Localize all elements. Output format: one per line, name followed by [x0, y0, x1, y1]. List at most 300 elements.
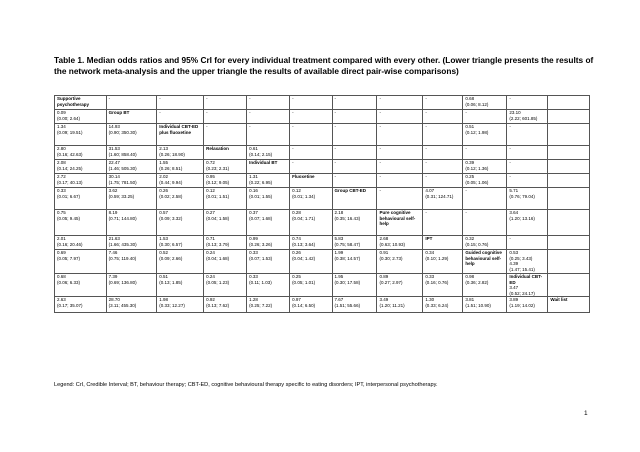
cell-value: 3.81: [465, 297, 475, 303]
cell-value: 0.52: [159, 250, 169, 255]
table-cell: [247, 210, 290, 236]
cell-content: [249, 96, 287, 102]
table-cell: [157, 297, 204, 313]
cell-value: 2.72: [57, 174, 66, 179]
cell-value: -: [465, 110, 467, 115]
cell-value: (0.15; 0.76): [465, 241, 489, 247]
cell-content: [159, 110, 201, 116]
table-cell: [507, 160, 548, 174]
table-legend: Legend: CrI, Credible Interval; BT, behaviour therapy; CBT-ED, cognitive behavioural therapy specific to eating disorders; IPT, interpersonal psychotherapy.: [54, 382, 438, 388]
cell-value: 1.95: [334, 274, 344, 279]
cell-content: [335, 174, 375, 180]
cell-content: [465, 174, 504, 185]
table-cell: [204, 96, 247, 110]
cell-value: (0.25; 3.43): [509, 255, 533, 261]
cell-content: [509, 174, 545, 180]
table-cell: [204, 160, 247, 174]
cell-value: 0.97: [292, 297, 301, 303]
table-cell: [423, 250, 463, 274]
cell-value: 0.33: [57, 188, 66, 193]
cell-value: (0.33; 12.27): [159, 302, 185, 308]
table-cell: [332, 96, 377, 110]
cell-value: (0.90; 350.30): [108, 129, 137, 135]
cell-value: (0.27; 2.97): [379, 279, 403, 285]
cell-content: [379, 210, 420, 227]
cell-value: (0.02; 2.58): [159, 193, 183, 199]
cell-content: [249, 274, 287, 285]
cell-value: 1.55: [159, 160, 169, 165]
cell-content: [425, 160, 460, 166]
cell-content: [292, 297, 329, 308]
table-row: [55, 146, 590, 160]
table-row: [55, 274, 590, 297]
cell-value: 1.28: [249, 297, 258, 303]
table-cell: [106, 174, 157, 188]
cell-value: (0.06; 8.12): [465, 101, 489, 107]
cell-content: [57, 96, 104, 107]
cell-value: (0.25; 7.22): [249, 302, 273, 308]
cell-value: (0.01; 1.55): [249, 193, 273, 199]
cell-value: (0.12; 1.98): [465, 129, 489, 135]
table-cell: [247, 297, 290, 313]
cell-value: (0.04; 1.71): [292, 215, 316, 221]
cell-value: -: [509, 160, 511, 165]
table-row: [55, 110, 590, 124]
cell-value: 0.71: [206, 236, 215, 241]
cell-value: (0.01; 6.67): [57, 193, 81, 199]
cell-content: [425, 124, 460, 130]
table-cell: [507, 174, 548, 188]
table-cell: [377, 110, 423, 124]
cell-value: (0.12; 9.05): [206, 179, 230, 185]
cell-value: -: [334, 96, 337, 101]
table-cell: [332, 274, 377, 297]
table-cell: [55, 250, 107, 274]
cell-content: [379, 236, 420, 247]
cell-value: (0.13; 3.64): [292, 241, 316, 247]
cell-value: (0.75; 58.47): [334, 241, 361, 247]
table-cell-empty: [548, 160, 590, 174]
cell-value: (0.22; 6.95): [249, 179, 273, 185]
cell-value: 2.13: [159, 146, 169, 151]
cell-value: (0.01; 1.51): [206, 193, 230, 199]
table-cell: [507, 146, 548, 160]
treatment-name: Individual CBT-ED plus fluoxetine: [159, 124, 199, 135]
cell-value: (1.51; 10.90): [465, 302, 491, 308]
table-cell: [55, 297, 107, 313]
cell-value: 0.61: [249, 146, 258, 151]
cell-value: -: [206, 124, 208, 129]
table-cell: [290, 146, 332, 160]
table-cell: [507, 250, 548, 274]
cell-value: (0.38; 14.57): [334, 255, 361, 261]
table-cell: [423, 274, 463, 297]
cell-value: 0.92: [206, 297, 215, 303]
table-cell: [106, 236, 157, 250]
cell-value: 1.30: [425, 297, 435, 303]
cell-value: 0.12: [206, 188, 215, 193]
cell-value: 0.68: [57, 274, 66, 279]
cell-content: [206, 188, 244, 199]
cell-value: 0.57: [159, 210, 169, 215]
cell-value: -: [509, 146, 511, 151]
cell-value: 0.51: [159, 274, 169, 279]
cell-value: 2.18: [334, 210, 344, 215]
cell-content: [292, 160, 329, 166]
treatment-name: Guided cognitive behavioural self-help: [465, 250, 502, 267]
cell-content: [249, 250, 287, 261]
table-cell: [332, 110, 377, 124]
table-cell: [463, 174, 507, 188]
cell-content: [292, 110, 329, 116]
cell-value: 0.74: [292, 236, 301, 241]
treatment-name: Individual BT: [249, 160, 278, 165]
cell-value: (0.06; 6.33): [57, 279, 81, 285]
cell-value: -: [425, 160, 427, 165]
cell-content: [159, 96, 201, 102]
table-cell: [463, 110, 507, 124]
treatment-name-cell: [332, 188, 377, 210]
table-cell: [106, 188, 157, 210]
cell-value: 23.10: [509, 110, 521, 115]
cell-content: [379, 96, 420, 102]
cell-content: [379, 110, 420, 116]
treatment-name: Relaxation: [206, 146, 229, 151]
cell-content: [206, 236, 244, 247]
table-cell: [55, 174, 107, 188]
table-cell: [247, 274, 290, 297]
table-cell: [423, 124, 463, 146]
cell-value: -: [425, 210, 427, 215]
cell-content: [159, 250, 201, 261]
cell-value: (0.30; 17.58): [334, 279, 361, 285]
cell-content: [159, 236, 201, 247]
table-cell: [157, 210, 204, 236]
cell-value: 2.01: [57, 236, 66, 241]
cell-content: [465, 210, 504, 216]
cell-value: -: [206, 110, 208, 115]
table-row: [55, 188, 590, 210]
cell-value: (0.30; 2.73): [379, 255, 403, 261]
cell-value: (1.51; 55.66): [334, 302, 361, 308]
table-cell: [55, 188, 107, 210]
cell-content: [57, 250, 104, 261]
cell-content: [465, 124, 504, 135]
treatment-name-cell: [204, 146, 247, 160]
table-cell-empty: [548, 210, 590, 236]
cell-value: -: [292, 146, 294, 151]
cell-value: 1.99: [334, 250, 344, 255]
cell-value: (0.33; 6.24): [425, 302, 449, 308]
table-row: [55, 297, 590, 313]
cell-content: [206, 274, 244, 285]
cell-content: [109, 210, 155, 221]
cell-value: 0.99: [249, 236, 258, 241]
cell-value: -: [465, 210, 467, 215]
cell-value: (0.07; 1.53): [249, 255, 273, 261]
cell-content: [509, 160, 545, 166]
cell-value: -: [465, 146, 467, 151]
cell-value: 0.89: [379, 274, 389, 279]
table-cell: [332, 124, 377, 146]
table-cell: [377, 160, 423, 174]
cell-value: 3.49: [379, 297, 389, 303]
cell-value: 0.98: [465, 274, 475, 279]
table-cell: [290, 160, 332, 174]
cell-content: [109, 236, 155, 247]
cell-content: [425, 236, 460, 242]
cell-value: 3.64: [509, 210, 519, 215]
cell-value: 0.12: [292, 188, 301, 193]
cell-value: -: [159, 96, 161, 101]
table-cell: [507, 124, 548, 146]
table-cell: [377, 146, 423, 160]
table-cell: [247, 236, 290, 250]
cell-value: (0.04; 1.58): [206, 215, 230, 221]
cell-content: [465, 146, 504, 152]
cell-value: 0.95: [206, 174, 215, 179]
table-cell-empty: [548, 174, 590, 188]
cell-value: (0.10; 1.29): [425, 255, 449, 261]
cell-content: [509, 250, 545, 272]
table-cell: [247, 110, 290, 124]
cell-content: [379, 274, 420, 285]
table-cell: [507, 188, 548, 210]
cell-value: 0.75: [57, 210, 66, 215]
table-row: [55, 236, 590, 250]
table-cell: [423, 96, 463, 110]
cell-value: (0.12; 1.36): [465, 165, 489, 171]
table-cell: [247, 124, 290, 146]
cell-content: [335, 110, 375, 116]
table-cell-empty: [548, 274, 590, 297]
table-cell: [55, 210, 107, 236]
cell-value: (0.07; 1.68): [249, 215, 273, 221]
cell-content: [57, 274, 104, 285]
cell-value: 0.25: [292, 274, 301, 279]
cell-value: 0.27: [206, 210, 215, 215]
cell-content: [109, 110, 155, 116]
table-cell: [463, 124, 507, 146]
cell-content: [379, 174, 420, 180]
cell-content: [249, 146, 287, 157]
cell-value: -: [249, 110, 251, 115]
table-cell: [204, 250, 247, 274]
treatment-name: Pure cognitive behavioural self-help: [379, 210, 416, 227]
cell-content: [379, 250, 420, 261]
cell-content: [425, 146, 460, 152]
cell-value: (0.05; 9.45): [57, 215, 81, 221]
table-cell: [157, 188, 204, 210]
cell-value: (0.52; 24.17): [509, 290, 535, 296]
table-cell: [290, 297, 332, 313]
cell-value: (0.75; 119.40): [108, 255, 137, 261]
table-cell: [423, 297, 463, 313]
cell-content: [292, 96, 329, 102]
cell-value: 0.26: [292, 250, 301, 255]
cell-value: 7.67: [334, 297, 344, 303]
table-cell: [332, 146, 377, 160]
cell-content: [292, 146, 329, 152]
cell-content: [109, 96, 155, 102]
table-cell: [423, 160, 463, 174]
cell-value: 0.91: [379, 250, 389, 255]
table-cell: [55, 110, 107, 124]
cell-value: -: [509, 236, 511, 241]
table-cell: [204, 297, 247, 313]
cell-value: (0.26; 8.51): [159, 165, 183, 171]
cell-content: [335, 297, 375, 308]
table-cell: [377, 188, 423, 210]
cell-content: [465, 274, 504, 285]
table-cell: [377, 96, 423, 110]
treatment-name-cell: [377, 210, 423, 236]
cell-value: (1.75; 781.50): [108, 179, 137, 185]
cell-value: -: [509, 174, 511, 179]
cell-value: 5.71: [509, 188, 519, 193]
cell-content: [379, 188, 420, 194]
table-cell-empty: [548, 96, 590, 110]
cell-value: (1.20; 13.16): [509, 215, 535, 221]
table-cell: [463, 236, 507, 250]
cell-value: (0.16; 20.46): [57, 241, 83, 247]
table-cell: [463, 188, 507, 210]
cell-value: 1.53: [159, 236, 169, 241]
table-title: Table 1. Median odds ratios and 95% CrI for every individual treatment compared with every other. (Lower triangle presents the results of the network meta-analysis and the upper triangle the results of available direct pair-wise comparisons): [54, 55, 594, 76]
cell-value: (0.13; 7.62): [206, 302, 230, 308]
cell-content: [509, 110, 545, 121]
table-cell: [377, 236, 423, 250]
cell-value: 0.33: [249, 250, 258, 255]
cell-value: 0.37: [249, 210, 258, 215]
cell-content: [57, 174, 104, 185]
cell-content: [509, 210, 545, 221]
cell-content: [249, 110, 287, 116]
cell-value: (0.05; 1.01): [292, 279, 316, 285]
table-cell: [290, 236, 332, 250]
cell-value: -: [292, 124, 294, 129]
cell-content: [57, 210, 104, 221]
cell-content: [379, 146, 420, 152]
table-cell: [55, 146, 107, 160]
cell-value: 8.19: [108, 210, 118, 215]
cell-content: [292, 174, 329, 180]
table-cell: [332, 174, 377, 188]
cell-value: -: [334, 174, 337, 179]
cell-value: (0.35; 16.43): [334, 215, 361, 221]
cell-value: (1.46; 505.30): [108, 165, 137, 171]
table-cell: [423, 188, 463, 210]
cell-content: [292, 124, 329, 130]
table-cell: [106, 146, 157, 160]
table-cell: [377, 174, 423, 188]
cell-value: (1.60; 858.40): [108, 151, 137, 157]
cell-value: -: [509, 96, 511, 101]
cell-content: [159, 210, 201, 221]
cell-value: 2.80: [57, 146, 66, 151]
cell-content: [206, 160, 244, 171]
cell-content: [379, 297, 420, 308]
table-cell: [290, 274, 332, 297]
cell-content: [335, 274, 375, 285]
cell-content: [425, 174, 460, 180]
table-cell: [290, 124, 332, 146]
cell-value: -: [334, 160, 337, 165]
cell-content: [509, 96, 545, 102]
cell-value: (2.22; 601.85): [509, 115, 538, 121]
cell-value: 31.53: [108, 146, 120, 151]
table-cell: [247, 174, 290, 188]
cell-value: 1.98: [159, 297, 169, 303]
cell-value: 22.47: [108, 160, 120, 165]
table-cell: [55, 160, 107, 174]
cell-value: -: [206, 96, 208, 101]
table-cell: [290, 210, 332, 236]
cell-content: [57, 124, 104, 135]
cell-content: [57, 110, 104, 121]
table-cell: [463, 160, 507, 174]
table-cell: [423, 174, 463, 188]
cell-content: [109, 297, 155, 308]
cell-content: [206, 146, 244, 152]
cell-content: [206, 124, 244, 130]
cell-value: 2.63: [57, 297, 66, 303]
table-cell: [204, 188, 247, 210]
cell-value: -: [425, 124, 427, 129]
cell-value: 0.24: [206, 274, 215, 279]
cell-value: (0.23; 2.31): [206, 165, 230, 171]
table-cell: [377, 250, 423, 274]
cell-value: 0.72: [206, 160, 215, 165]
cell-content: [335, 146, 375, 152]
cell-value: (1.47; 15.41): [509, 266, 535, 272]
treatment-name-cell: [507, 274, 548, 297]
cell-value: 0.16: [249, 188, 258, 193]
table-cell: [157, 110, 204, 124]
cell-content: [109, 160, 155, 171]
table-cell: [332, 210, 377, 236]
cell-content: [335, 236, 375, 247]
table-cell: [157, 146, 204, 160]
cell-content: [57, 297, 104, 308]
cell-value: (0.30; 6.57): [159, 241, 183, 247]
cell-content: [109, 250, 155, 261]
cell-value: -: [334, 146, 337, 151]
table-cell: [157, 236, 204, 250]
cell-content: [425, 274, 460, 285]
cell-value: -: [379, 160, 381, 165]
table-cell: [204, 174, 247, 188]
cell-value: (0.04; 1.42): [292, 255, 316, 261]
cell-value: (0.17; 40.13): [57, 179, 83, 185]
table-cell: [507, 96, 548, 110]
treatment-name-cell: [157, 124, 204, 146]
cell-value: -: [159, 110, 161, 115]
cell-value: -: [292, 160, 294, 165]
cell-value: (0.69; 136.80): [108, 279, 137, 285]
cell-content: [335, 188, 375, 194]
cell-value: 21.63: [108, 236, 120, 241]
cell-content: [109, 188, 155, 199]
cell-content: [206, 174, 244, 185]
cell-content: [206, 297, 244, 308]
table-cell: [106, 210, 157, 236]
cell-value: -: [292, 96, 294, 101]
cell-content: [57, 160, 104, 171]
cell-content: [109, 274, 155, 285]
cell-value: 0.24: [206, 250, 215, 255]
cell-value: (0.17; 35.07): [57, 302, 83, 308]
